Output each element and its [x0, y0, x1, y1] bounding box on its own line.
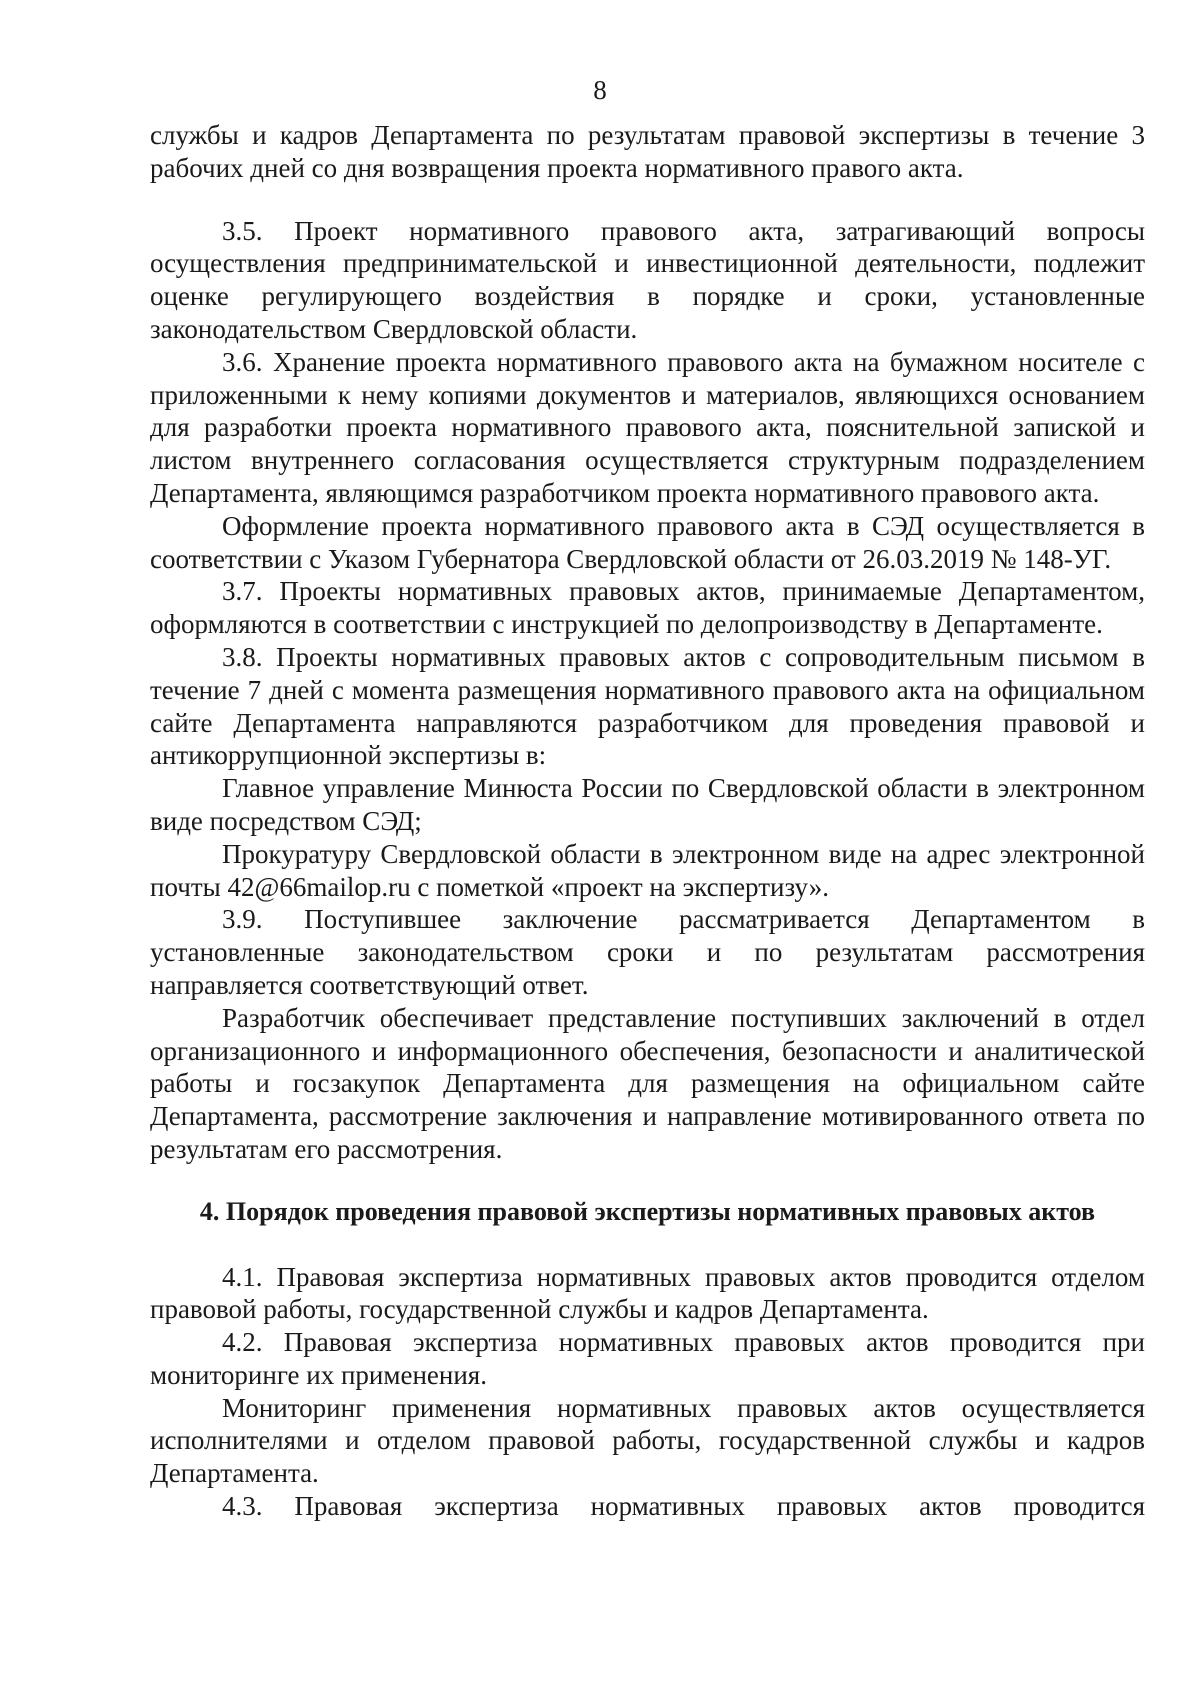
paragraph-3-6: 3.6. Хранение проекта нормативного правового акта на бумажном носителе с приложенными к нему копиями документов и материалов, являющихся основанием для разработки проекта нормативного правового акта, пояснительной запиской и листом внутреннего согласования осуществляется структурным подразделением Департамента, являющимся разработчиком проекта нормативного правового акта.	[150, 346, 1145, 508]
document-body	[150, 119, 1145, 1523]
paragraph-developer: Разработчик обеспечивает представление поступивших заключений в отдел организационного и информационного обеспечения, безопасности и аналитической работы и госзакупок Департамента для размещения на официальном сайте Департамента, рассмотрение заключения и направление мотивированного ответа по результатам его рассмотрения.	[150, 1002, 1145, 1164]
paragraph-3-9: 3.9. Поступившее заключение рассматривается Департаментом в установленные законодательством сроки и по результатам рассмотрения направляется соответствующий ответ.	[150, 904, 1145, 1000]
paragraph-4-2: 4.2. Правовая экспертиза нормативных правовых актов проводится при мониторинге их применения.	[150, 1327, 1145, 1390]
paragraph-sed-formatting: Оформление проекта нормативного правового акта в СЭД осуществляется в соответствии с Указом Губернатора Свердловской области от 26.03.2019 № 148-УГ.	[150, 510, 1145, 574]
paragraph-3-7: 3.7. Проекты нормативных правовых актов, принимаемые Департаментом, оформляются в соответствии с инструкцией по делопроизводству в Департаменте.	[150, 576, 1145, 640]
paragraph-4-1: 4.1. Правовая экспертиза нормативных правовых актов проводится отделом правовой работы, государственной службы и кадров Департамента.	[150, 1261, 1145, 1325]
paragraph-monitoring: Мониторинг применения нормативных правовых актов осуществляется исполнителями и отделом правовой работы, государственной службы и кадров Департамента.	[150, 1392, 1145, 1489]
paragraph-3-5: 3.5. Проект нормативного правового акта, затрагивающий вопросы осуществления предпринимательской и инвестиционной деятельности, подлежит оценке регулирующего воздействия в порядке и сроки, установленные законодательством Свердловской области.	[150, 215, 1145, 344]
section-heading-4: 4. Порядок проведения правовой экспертизы нормативных правовых актов	[199, 1196, 1096, 1226]
paragraph-3-8: 3.8. Проекты нормативных правовых актов с сопроводительным письмом в течение 7 дней с момента размещения нормативного правового акта на официальном сайте Департамента направляются разработчиком для проведения правовой и антикоррупционной экспертизы в:	[150, 641, 1145, 771]
page-number: 8	[593, 75, 607, 105]
paragraph-prosecutor: Прокуратуру Свердловской области в электронном виде на адрес электронной почты 42@66mailop.ru с пометкой «проект на экспертизу».	[150, 838, 1145, 902]
paragraph-4-3: 4.3. Правовая экспертиза нормативных правовых актов проводится	[222, 1491, 1145, 1522]
paragraph-continuation: службы и кадров Департамента по результатам правовой экспертизы в течение 3 рабочих дней со дня возвращения проекта нормативного правого акта.	[150, 120, 1145, 183]
paragraph-minjust: Главное управление Минюста России по Свердловской области в электронном виде посредством СЭД;	[150, 773, 1145, 836]
